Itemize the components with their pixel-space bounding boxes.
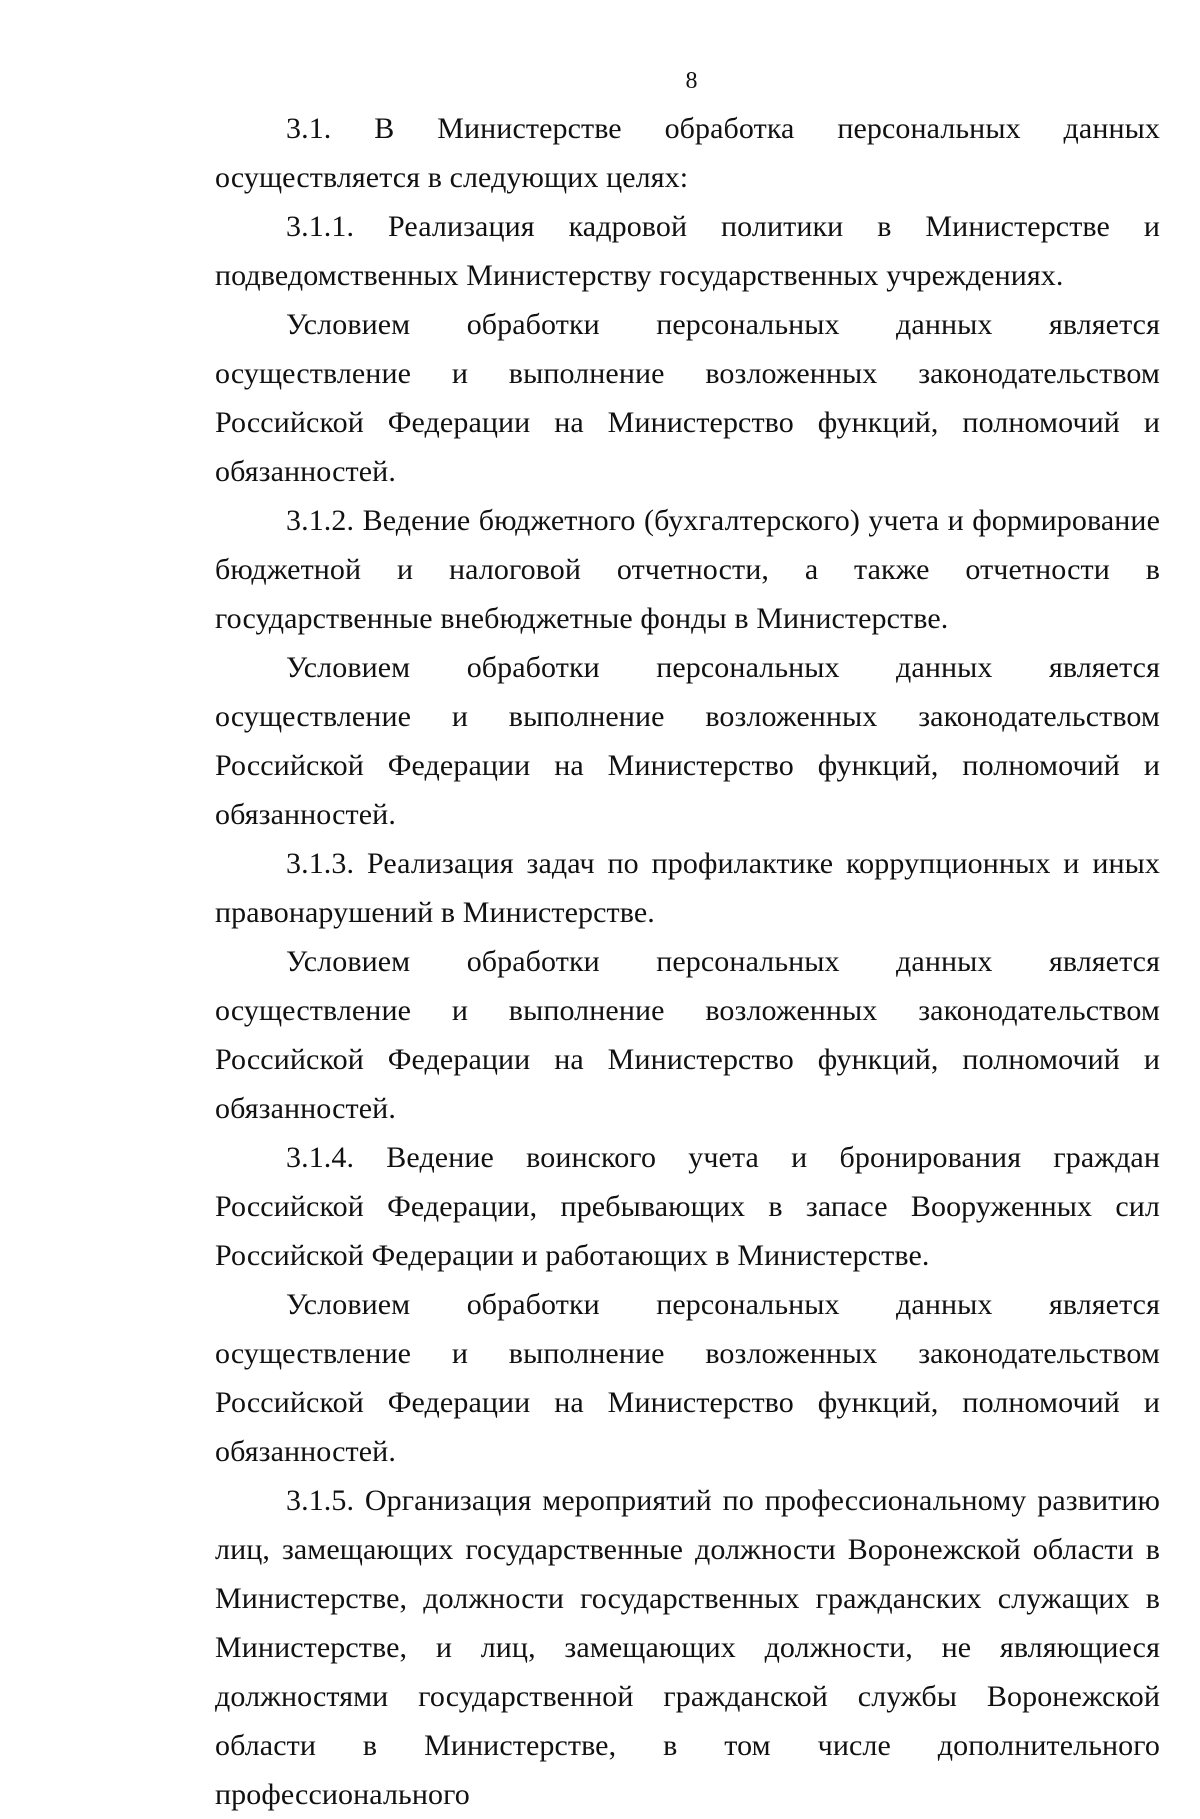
page-number: 8	[685, 68, 698, 94]
paragraph-condition: Условием обработки персональных данных является осуществление и выполнение возложенных законодательством Российской Федерации на Министерство функций, полномочий и обязанностей.	[215, 1288, 1160, 1468]
paragraph-3-1-2: 3.1.2. Ведение бюджетного (бухгалтерского) учета и формирование бюджетной и налоговой отчетности, а также отчетности в государственные внебюджетные фонды в Министерстве.	[215, 504, 1160, 635]
paragraph-3-1-5: 3.1.5. Организация мероприятий по профессиональному развитию лиц, замещающих государственные должности Воронежской области в Министерстве, должности государственных гражданских служащих в Министерстве, и лиц, замещающих должности, не являющиеся должностями государственной гражданской службы Воронежской области в Министерстве, в том числе дополнительного профессионального	[215, 1484, 1160, 1811]
paragraph-condition: Условием обработки персональных данных является осуществление и выполнение возложенных законодательством Российской Федерации на Министерство функций, полномочий и обязанностей.	[215, 945, 1160, 1125]
paragraph-3-1-4: 3.1.4. Ведение воинского учета и бронирования граждан Российской Федерации, пребывающих в запасе Вооруженных сил Российской Федерации и работающих в Министерстве.	[215, 1141, 1160, 1272]
paragraph-3-1: 3.1. В Министерстве обработка персональных данных осуществляется в следующих целях:	[215, 112, 1160, 194]
paragraph-3-1-3: 3.1.3. Реализация задач по профилактике коррупционных и иных правонарушений в Министерстве.	[215, 847, 1160, 929]
paragraph-condition: Условием обработки персональных данных является осуществление и выполнение возложенных законодательством Российской Федерации на Министерство функций, полномочий и обязанностей.	[215, 308, 1160, 488]
paragraph-condition: Условием обработки персональных данных является осуществление и выполнение возложенных законодательством Российской Федерации на Министерство функций, полномочий и обязанностей.	[215, 651, 1160, 831]
paragraph-3-1-1: 3.1.1. Реализация кадровой политики в Министерстве и подведомственных Министерству государственных учреждениях.	[215, 210, 1160, 292]
document-body	[215, 104, 1160, 1819]
